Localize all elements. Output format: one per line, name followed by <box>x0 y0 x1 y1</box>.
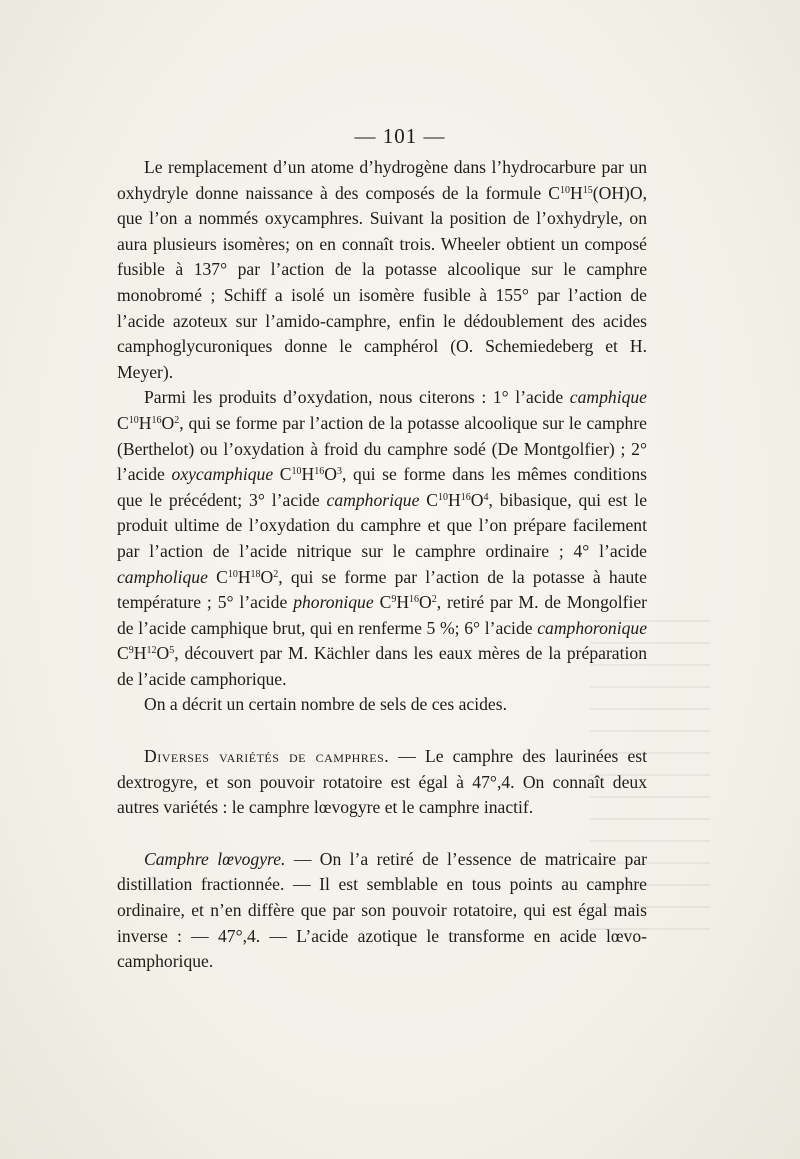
page-number: — 101 — <box>354 124 446 148</box>
paragraph-oxycamphres: Le remplacement d’un atome d’hydrogène dans l’hydrocarbure par un oxhydryle donne naissance à des composés de la formule $C^{10}H^{15}(OH)O$, que l’on a nommés oxycamphres. Suivant la position de l’oxhydryle, on aura plusieurs isomères; on en connaît trois. Wheeler obtient un composé fusible à 137° par l’action de la potasse alcoolique sur le camphre monobromé ; Schiff a isolé un isomère fusible à 155° par l’action de l’acide azoteux sur l’amido-camphre, enfin le dédoublement des acides camphoglycuroniques donne le camphérol (O. Schemiedeberg et H. Meyer). <box>117 157 647 382</box>
body-text <box>117 155 647 975</box>
paragraph-salts: On a décrit un certain nombre de sels de ces acides. <box>144 694 507 715</box>
paragraph-varieties: Diverses variétés de camphres. — Le camphre des laurinées est dextrogyre, et son pouvoir rotatoire est égal à 47°,4. On connaît deux autres variétés : le camphre lœvogyre et le camphre inactif. <box>117 746 647 818</box>
paragraph-laevogyre: Camphre lœvogyre. — On l’a retiré de l’essence de matricaire par distillation fractionnée. — Il est semblable en tous points au camphre ordinaire, et n’en diffère que par son pouvoir rotatoire, qui est égal mais inverse : — 47°,4. — L’acide azotique le transforme en acide lœvo-camphorique. <box>117 848 648 972</box>
paragraph-oxidation-products: Parmi les produits d’oxydation, nous citerons : 1° l’acide camphique $C^{10}H^{16}O^2$, qui se forme par l’action de la potasse alcoolique sur le camphre (Berthelot) ou l’oxydation à froid du camphre sodé (De Montgolfier) ; 2° l’acide oxycamphique $C^{10}H^{16}O^3$, qui se forme dans les mêmes conditions que le précédent; 3° l’acide camphorique $C^{10}H^{16}O^4$, bibasique, qui est le produit ultime de l’oxydation du camphre et que l’on prépare facilement par l’action de l’acide nitrique sur le camphre ordinaire ; 4° l’acide campholique $C^{10}H^{18}O^2$, qui se forme par l’action de la potasse à haute température ; 5° l’acide phoronique $C^9H^{16}O^2$, retiré par M. de Mongolfier de l’acide camphique brut, qui en renferme 5 %; 6° l’acide camphoronique $C^9H^{12}O^5$, découvert par M. Kächler dans les eaux mères de la préparation de l’acide camphorique. <box>117 387 648 689</box>
section-heading-laevogyre: Camphre lœvogyre. <box>144 848 286 869</box>
section-heading-varieties: Diverses variétés de camphres. <box>144 746 390 767</box>
